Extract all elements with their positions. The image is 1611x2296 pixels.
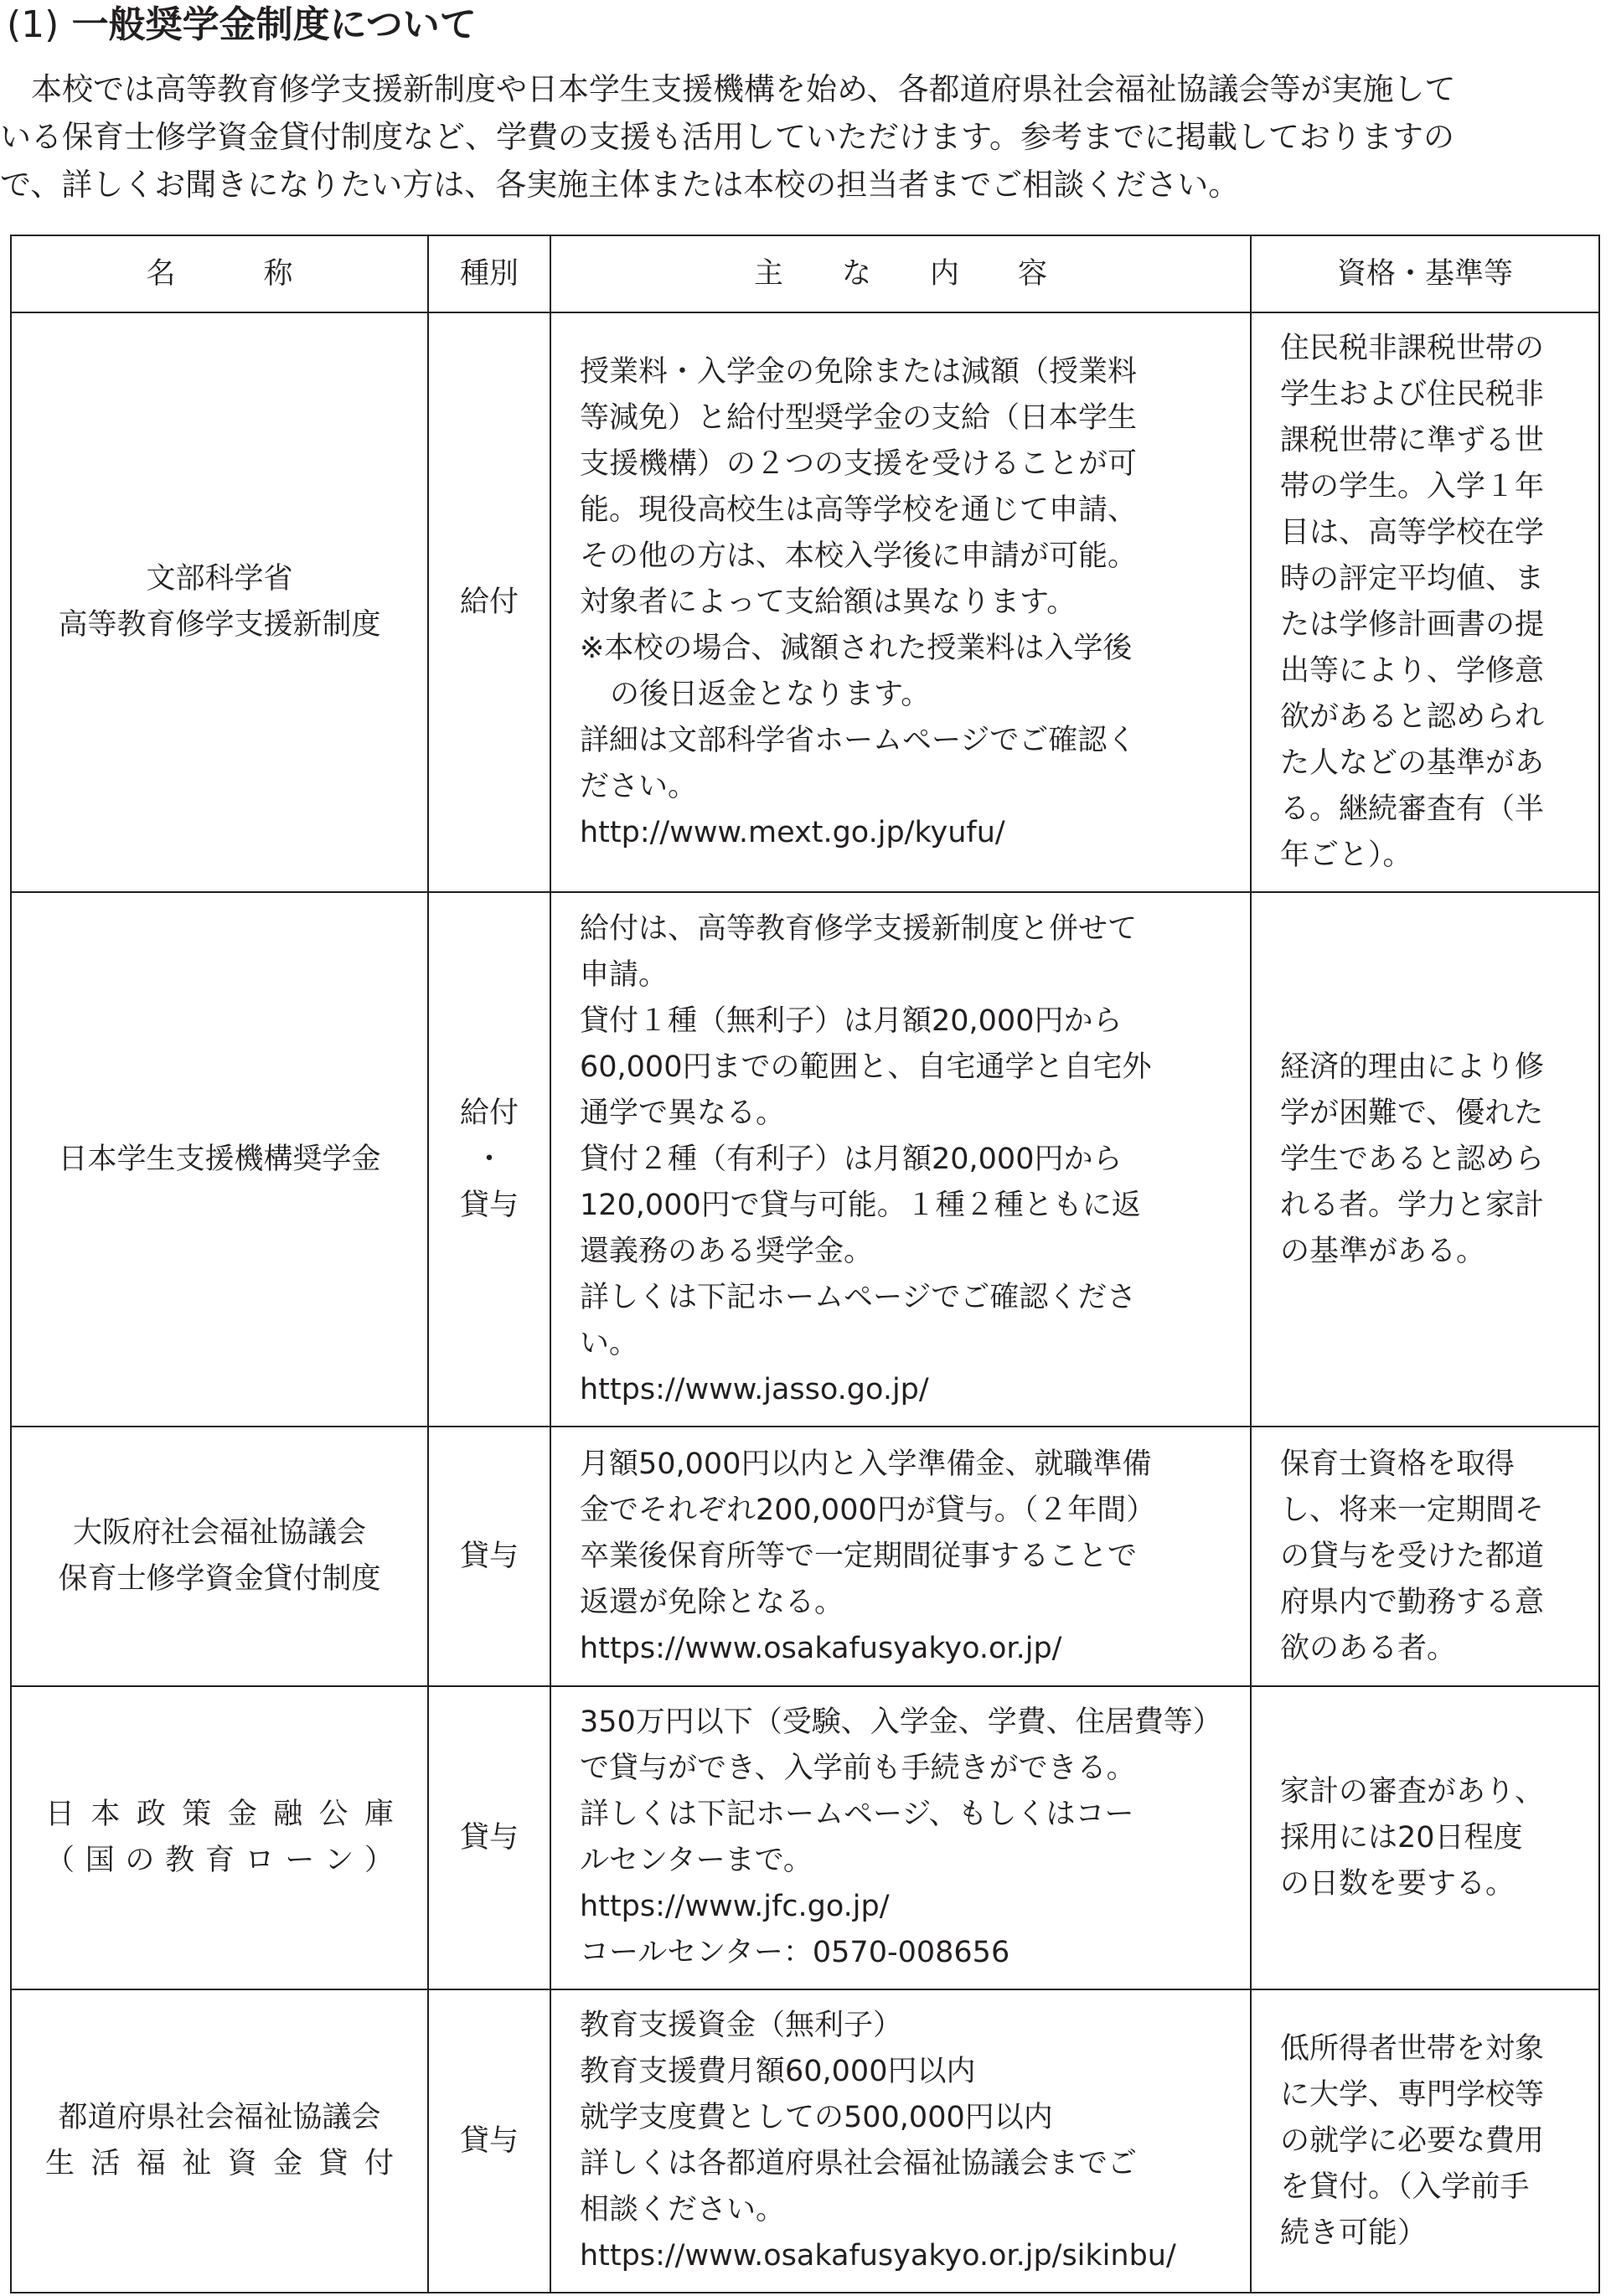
content-line: の後日返金となります。 xyxy=(610,677,931,711)
row-qualification-cell xyxy=(1251,892,1599,1427)
section-heading xyxy=(7,0,1598,50)
row-name-cell xyxy=(11,1427,428,1686)
content-line: ルセンターまで。 xyxy=(580,1844,813,1877)
header-type: 種別 xyxy=(428,235,550,312)
row-content-cell xyxy=(550,1989,1251,2293)
row-name-line: 日本政策金融公庫 xyxy=(45,1798,394,1831)
content-line: 還義務のある奨学金。 xyxy=(580,1234,874,1268)
scholarship-table xyxy=(10,235,1600,2293)
qualification-line: 低所得者世帯を対象 xyxy=(1280,2031,1545,2066)
table-row xyxy=(11,1989,1599,2293)
content-url[interactable]: https://www.osakafusyakyo.or.jp/sikinbu/ xyxy=(580,2239,1176,2273)
qualification-line: 続き可能） xyxy=(1280,2216,1428,2250)
header-content: 主 な 内 容 xyxy=(550,235,1251,312)
content-line: 350万円以下（受験、入学金、学費、住居費等） xyxy=(580,1705,1222,1739)
table-row xyxy=(11,1427,1599,1686)
content-line: ださい。 xyxy=(580,769,698,803)
qualification-line: し、将来一定期間そ xyxy=(1280,1493,1545,1527)
row-type-line: 貸与 xyxy=(459,2123,519,2158)
content-line: 詳しくは下記ホームページ、もしくはコー xyxy=(580,1798,1134,1831)
section-number: (1) xyxy=(7,3,59,46)
qualification-line: 欲のある者。 xyxy=(1280,1631,1457,1665)
content-line: 能。現役高校生は高等学校を通じて申請、 xyxy=(580,493,1138,527)
header-qualification: 資格・基準等 xyxy=(1251,235,1599,312)
qualification-line: 目は、高等学校在学 xyxy=(1280,516,1545,549)
intro-line: で、詳しくお聞きになりたい方は、各実施主体または本校の担当者までご相談ください。 xyxy=(0,167,1240,203)
row-name-cell xyxy=(11,892,428,1427)
row-type-cell xyxy=(428,1989,550,2293)
row-name-line: 高等教育修学支援新制度 xyxy=(58,608,381,642)
qualification-line: 経済的理由により修 xyxy=(1280,1050,1545,1084)
qualification-line: 家計の審査があり、 xyxy=(1280,1774,1545,1808)
qualification-line: た人などの基準があ xyxy=(1280,746,1545,780)
qualification-line: 学生および住民税非 xyxy=(1280,378,1545,411)
row-type-line: 給付 xyxy=(459,585,519,619)
content-url[interactable]: https://www.jasso.go.jp/ xyxy=(580,1372,929,1406)
content-line: 卒業後保育所等で一定期間従事することで xyxy=(580,1539,1138,1573)
row-content-cell xyxy=(550,892,1251,1427)
qualification-line: 学生であると認めら xyxy=(1280,1142,1545,1176)
qualification-line: 学が困難で、優れた xyxy=(1280,1096,1544,1130)
section-title: 一般奨学金制度について xyxy=(71,3,477,46)
table-row xyxy=(11,312,1599,892)
content-line: 等減免）と給付型奨学金の支給（日本学生 xyxy=(580,400,1138,435)
content-line: 詳しくは各都道府県社会福祉協議会までご xyxy=(580,2147,1138,2180)
content-line: 詳細は文部科学省ホームページでご確認く xyxy=(580,723,1137,757)
qualification-line: の貸与を受けた都道 xyxy=(1280,1539,1545,1573)
content-url[interactable]: http://www.mext.go.jp/kyufu/ xyxy=(580,815,1005,849)
row-qualification-cell xyxy=(1251,312,1599,892)
qualification-line: 課税世帯に準ずる世 xyxy=(1280,424,1545,457)
intro-line: 本校では高等教育修学支援新制度や日本学生支援機構を始め、各都道府県社会福祉協議会等が実施して xyxy=(0,71,1456,107)
row-content-cell xyxy=(550,1686,1251,1989)
content-line: その他の方は、本校入学後に申請が可能。 xyxy=(580,539,1138,573)
content-line: 教育支援費月額60,000円以内 xyxy=(580,2055,976,2088)
table-row xyxy=(11,892,1599,1427)
row-name-line: 日本学生支援機構奨学金 xyxy=(58,1142,381,1176)
row-type-cell xyxy=(428,1686,550,1989)
row-content-cell xyxy=(550,312,1251,892)
row-type-line: 貸与 xyxy=(459,1188,519,1222)
row-name-line: （国の教育ローン） xyxy=(45,1844,394,1877)
intro-paragraph xyxy=(0,65,1611,209)
qualification-line: 保育士資格を取得 xyxy=(1280,1447,1515,1481)
content-line: 申請。 xyxy=(580,957,669,992)
qualification-line: 採用には20日程度 xyxy=(1280,1820,1523,1855)
row-qualification-cell xyxy=(1251,1427,1599,1686)
qualification-line: 住民税非課税世帯の xyxy=(1280,332,1545,365)
row-qualification-cell xyxy=(1251,1686,1599,1989)
content-line: 返還が免除となる。 xyxy=(580,1585,844,1619)
row-type-cell xyxy=(428,312,550,892)
qualification-line: に大学、専門学校等 xyxy=(1280,2077,1545,2112)
content-line: 金でそれぞれ200,000円が貸与。（２年間） xyxy=(580,1493,1156,1527)
qualification-line: 府県内で勤務する意 xyxy=(1280,1585,1545,1619)
intro-line: いる保育士修学資金貸付制度など、学費の支援も活用していただけます。参考までに掲載しておりますの xyxy=(0,119,1455,155)
qualification-line: 年ごと）。 xyxy=(1280,838,1412,872)
row-type-line: 貸与 xyxy=(459,1820,519,1855)
table-row xyxy=(11,1686,1599,1989)
content-line: 相談ください。 xyxy=(580,2193,786,2226)
content-line: 60,000円までの範囲と、自宅通学と自宅外 xyxy=(580,1050,1152,1084)
row-content-cell xyxy=(550,1427,1251,1686)
content-line: 120,000円で貸与可能。１種２種ともに返 xyxy=(580,1188,1141,1222)
content-line: 支援機構）の２つの支援を受けることが可 xyxy=(580,446,1138,481)
row-type-line: ・ xyxy=(474,1142,504,1176)
qualification-line: の就学に必要な費用 xyxy=(1280,2123,1545,2158)
qualification-line: の基準がある。 xyxy=(1280,1234,1486,1268)
qualification-line: 帯の学生。入学１年 xyxy=(1280,470,1545,503)
row-qualification-cell xyxy=(1251,1989,1599,2293)
row-name-cell xyxy=(11,312,428,892)
row-type-line: 貸与 xyxy=(459,1539,519,1573)
content-line: 月額50,000円以内と入学準備金、就職準備 xyxy=(580,1447,1152,1481)
content-line: 通学で異なる。 xyxy=(580,1096,786,1130)
table-header-row xyxy=(11,235,1599,312)
qualification-line: 時の評定平均値、ま xyxy=(1280,562,1545,596)
content-url[interactable]: https://www.osakafusyakyo.or.jp/ xyxy=(580,1631,1062,1665)
row-type-cell xyxy=(428,892,550,1427)
row-name-line: 都道府県社会福祉協議会 xyxy=(58,2101,381,2134)
qualification-line: を貸付。（入学前手 xyxy=(1280,2170,1530,2204)
row-name-line: 生活福祉資金貸付 xyxy=(45,2147,394,2180)
content-line: 給付は、高等教育修学支援新制度と併せて xyxy=(580,911,1138,946)
content-url[interactable]: https://www.jfc.go.jp/ xyxy=(580,1890,890,1923)
row-type-cell xyxy=(428,1427,550,1686)
header-name: 名 称 xyxy=(11,235,428,312)
qualification-line: れる者。学力と家計 xyxy=(1280,1188,1545,1222)
content-line: コールセンター：0570-008656 xyxy=(580,1936,1010,1969)
row-name-line: 保育士修学資金貸付制度 xyxy=(58,1562,381,1596)
qualification-line: 出等により、学修意 xyxy=(1280,654,1545,688)
content-line: 就学支度費としての500,000円以内 xyxy=(580,2101,1053,2134)
content-line: 対象者によって支給額は異なります。 xyxy=(580,585,1077,619)
row-name-cell xyxy=(11,1989,428,2293)
row-name-line: 大阪府社会福祉協議会 xyxy=(72,1516,366,1550)
content-line: 貸付１種（無利子）は月額20,000円から xyxy=(580,1004,1123,1038)
content-line: 詳しくは下記ホームページでご確認くださ xyxy=(580,1280,1137,1314)
row-type-line: 給付 xyxy=(459,1096,519,1130)
qualification-line: の日数を要する。 xyxy=(1280,1866,1515,1901)
content-line: 授業料・入学金の免除または減額（授業料 xyxy=(580,354,1138,389)
content-line: で貸与ができ、入学前も手続きができる。 xyxy=(580,1752,1136,1785)
content-line: ※本校の場合、減額された授業料は入学後 xyxy=(580,631,1133,665)
content-line: い。 xyxy=(580,1326,639,1360)
content-line: 貸付２種（有利子）は月額20,000円から xyxy=(580,1142,1123,1176)
qualification-line: たは学修計画書の提 xyxy=(1280,608,1545,642)
qualification-line: 欲があると認められ xyxy=(1280,700,1545,734)
content-line: 教育支援資金（無利子） xyxy=(580,2009,903,2042)
qualification-line: る。継続審査有（半 xyxy=(1280,792,1545,826)
row-name-cell xyxy=(11,1686,428,1989)
row-name-line: 文部科学省 xyxy=(146,562,293,596)
